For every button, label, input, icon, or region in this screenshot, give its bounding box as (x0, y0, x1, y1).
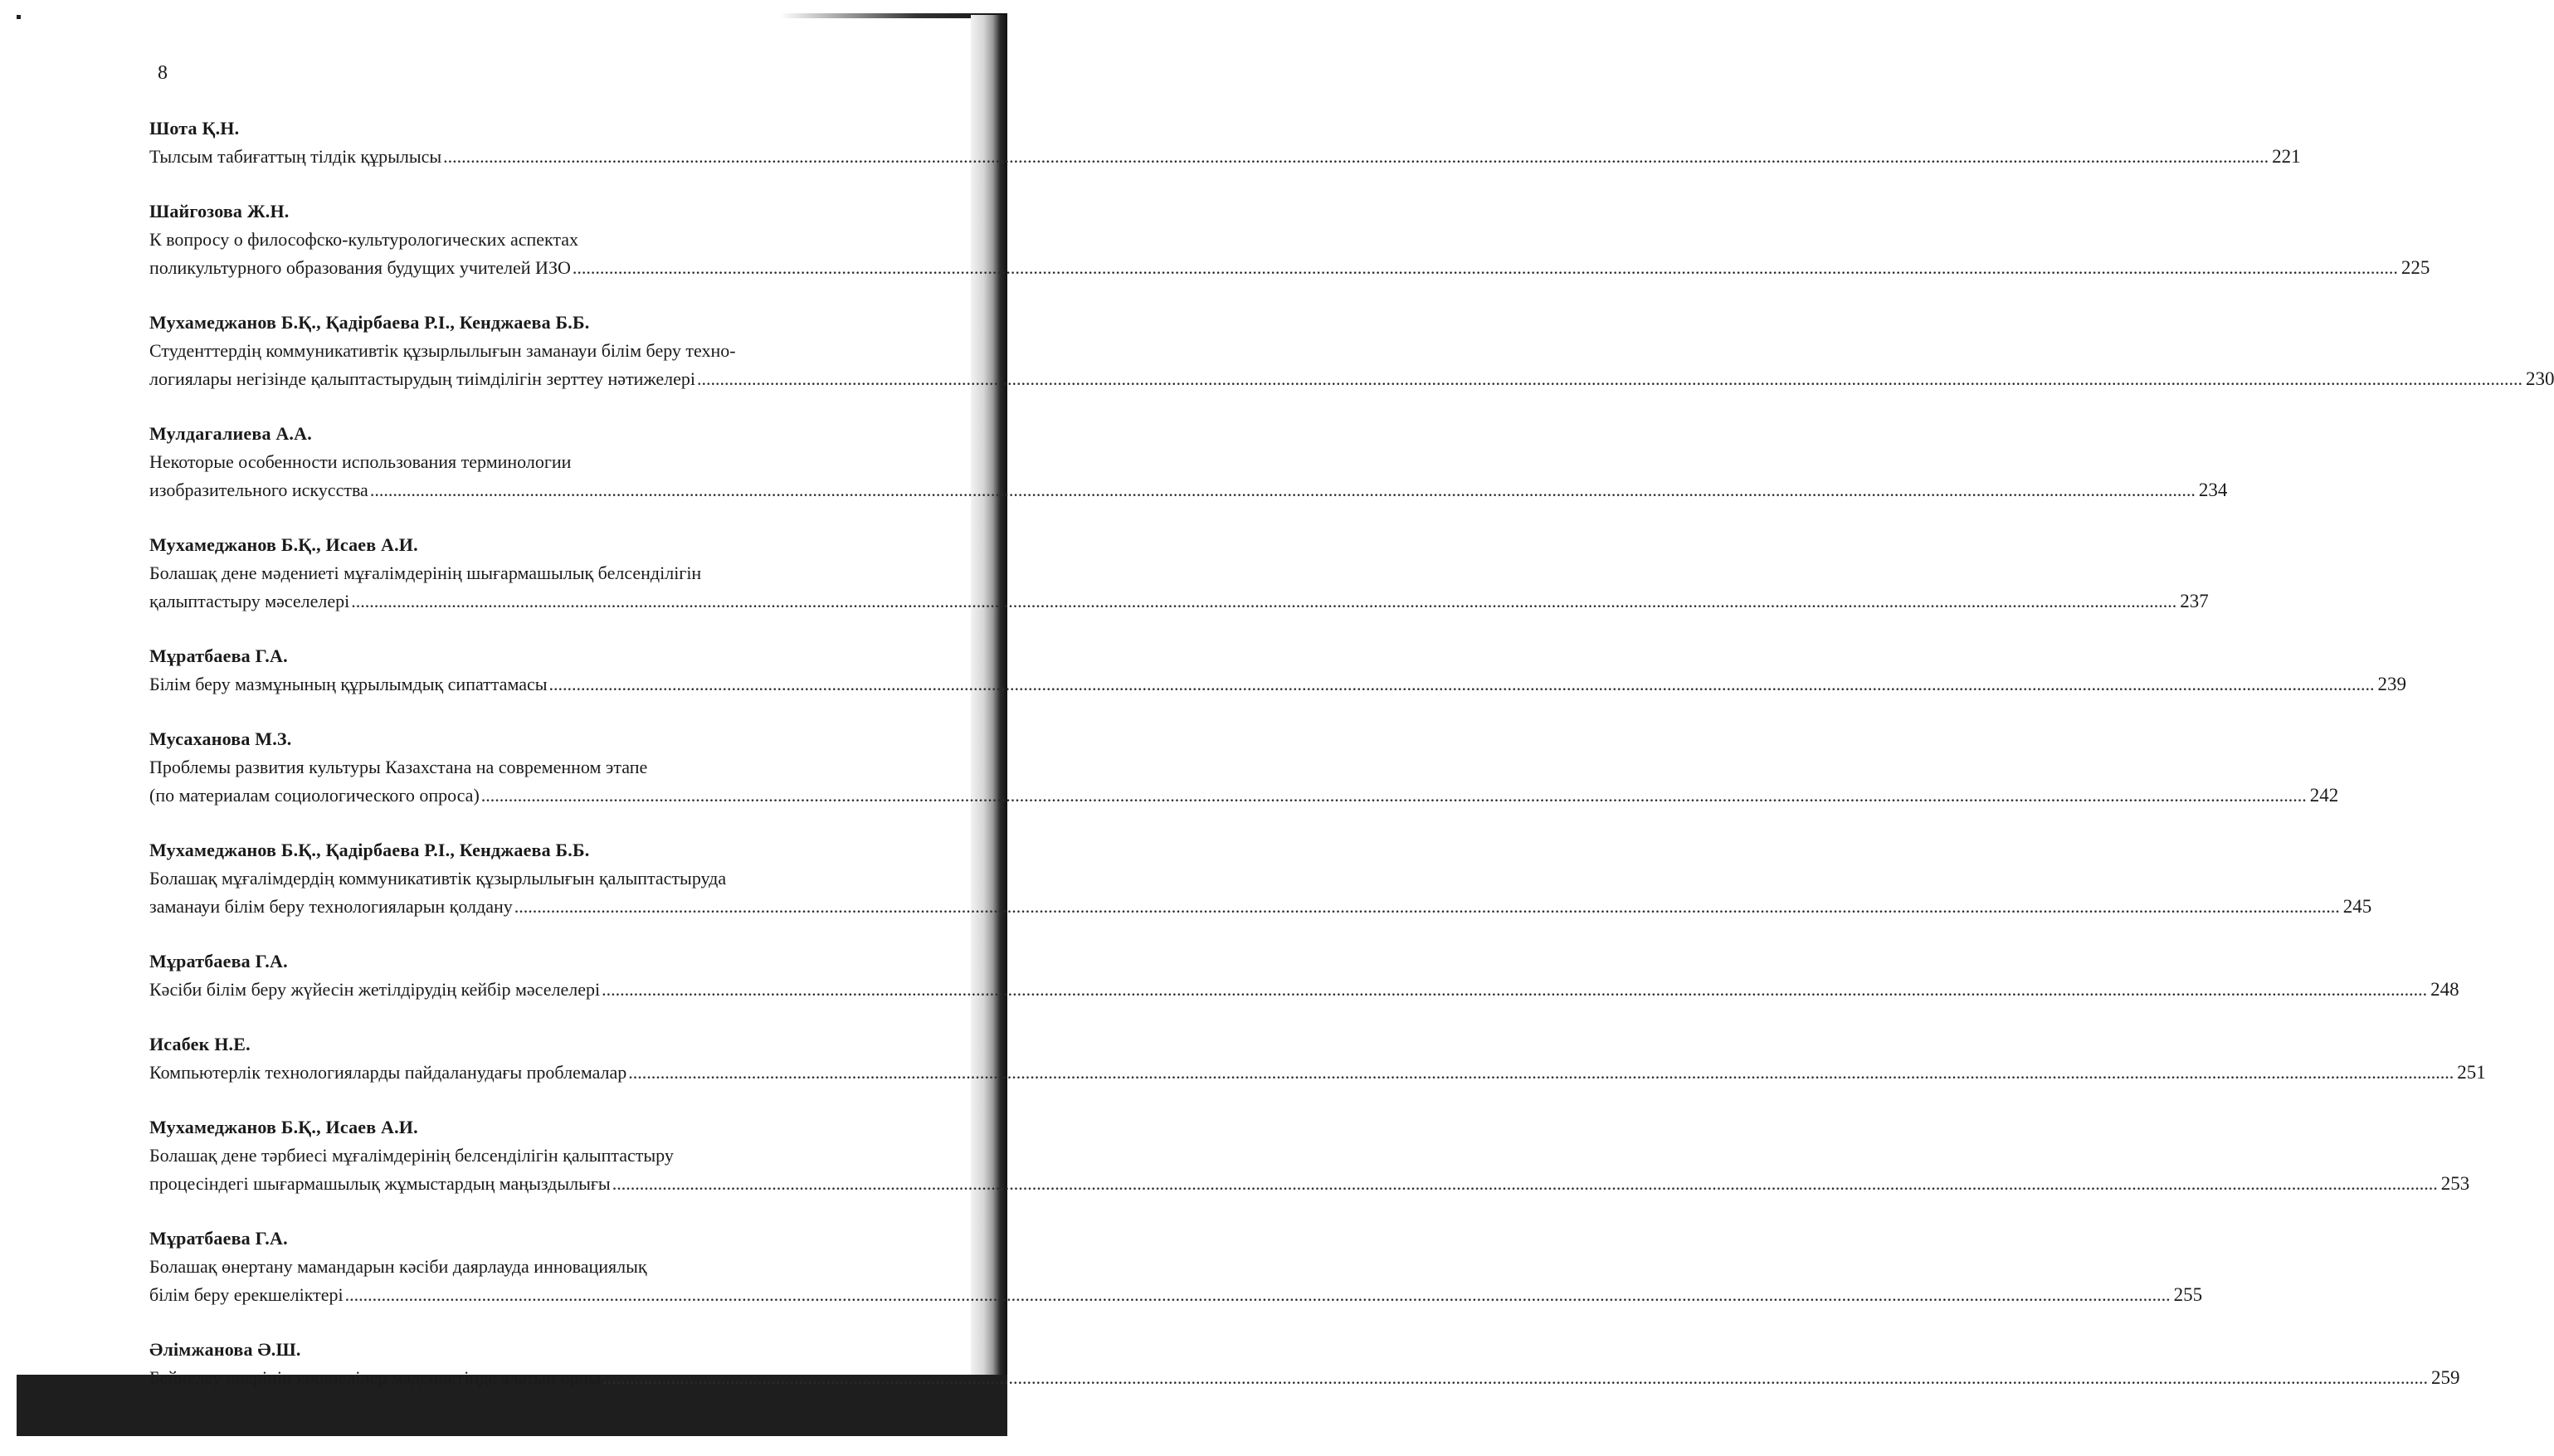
toc-entry-page-number: 225 (2400, 257, 2430, 278)
toc-entry-title-line: Студенттердің коммуникативтік құзырлылығын заманауи білім беру техно- (149, 340, 736, 361)
toc-entry-page-number: 242 (2309, 785, 2339, 806)
toc-entry (149, 1113, 2470, 1198)
toc-entry-author: Шайгозова Ж.Н. (149, 201, 290, 222)
toc-entry-last-line (149, 1364, 2460, 1392)
dot-leader: ................................................................................................................................................................................................................................................................................................................................................................................................................ (369, 480, 2196, 500)
toc-entry (149, 1336, 2460, 1392)
dot-leader: ................................................................................................................................................................................................................................................................................................................................................................................................................ (572, 257, 2398, 278)
toc-entry-title-text: поликультурного образования будущих учителей ИЗО (149, 257, 571, 278)
toc-entry-title-text: (по материалам социологического опроса) (149, 785, 480, 806)
toc-entry-page-number: 239 (2377, 674, 2407, 694)
toc-entry (149, 420, 2228, 504)
dot-leader: ................................................................................................................................................................................................................................................................................................................................................................................................................ (612, 1173, 2438, 1194)
toc-entry (149, 642, 2407, 699)
toc-entry-last-line (149, 143, 2301, 171)
toc-entry-author: Мухамеджанов Б.Қ., Исаев А.И. (149, 534, 418, 555)
dot-leader: ................................................................................................................................................................................................................................................................................................................................................................................................................ (628, 1062, 2454, 1083)
toc-entry-page-number: 259 (2430, 1367, 2460, 1388)
toc-entry-page-number: 234 (2198, 480, 2228, 500)
toc-entry-title-text: Бейнелеу өнерінің көшпелілер мәдениетінде алатын орны (149, 1367, 601, 1388)
toc-entry-title-line: К вопросу о философско-культурологических аспектах (149, 229, 579, 250)
toc-entry-title-text: Білім беру мазмұнының құрылымдық сипаттамасы (149, 674, 548, 694)
toc-entry-last-line (149, 254, 2430, 282)
dot-leader: ................................................................................................................................................................................................................................................................................................................................................................................................................ (480, 785, 2307, 806)
toc-entry-author: Әлімжанова Ә.Ш. (149, 1339, 301, 1360)
toc-entry-page-number: 230 (2525, 368, 2554, 389)
toc-entry-last-line (149, 365, 2554, 393)
toc-entry-title-line: Некоторые особенности использования терминологии (149, 451, 572, 472)
toc-entry (149, 836, 2372, 921)
toc-entry (149, 725, 2339, 810)
toc-entry-title-text: қалыптастыру мәселелері (149, 591, 350, 611)
toc-entry-author: Мұратбаева Г.А. (149, 951, 288, 971)
dot-leader: ................................................................................................................................................................................................................................................................................................................................................................................................................ (602, 979, 2428, 1000)
toc-entry-title-text: Компьютерлік технологияларды пайдаланудағы проблемалар (149, 1062, 627, 1083)
toc-entry (149, 1225, 2203, 1309)
toc-entry-title-line: Болашақ дене тәрбиесі мұғалімдерінің белсенділігін қалыптастыру (149, 1145, 674, 1166)
toc-entry-last-line (149, 1059, 2486, 1087)
toc-entry-last-line (149, 976, 2459, 1004)
toc-entry-author: Мұратбаева Г.А. (149, 645, 288, 666)
dot-leader: ................................................................................................................................................................................................................................................................................................................................................................................................................ (344, 1284, 2171, 1305)
toc-entry-title-text: Кәсіби білім беру жүйесін жетілдірудің кейбір мәселелері (149, 979, 601, 1000)
toc-entry-last-line (149, 782, 2339, 810)
toc-entry (149, 1030, 2486, 1087)
toc-entry-title-line: Проблемы развития культуры Казахстана на современном этапе (149, 757, 648, 777)
toc-entry (149, 309, 2554, 393)
dot-leader: ................................................................................................................................................................................................................................................................................................................................................................................................................ (443, 146, 2269, 167)
toc-entry-last-line (149, 670, 2407, 699)
toc-entry-title-text: логиялары негізінде қалыптастырудың тиімділігін зерттеу нәтижелері (149, 368, 695, 389)
toc-entry-title-text: білім беру ерекшеліктері (149, 1284, 344, 1305)
toc-entry-page-number: 248 (2430, 979, 2459, 1000)
toc-entry-title-text: заманауи білім беру технологияларын қолдану (149, 896, 513, 917)
toc-entry-author: Шота Қ.Н. (149, 118, 240, 139)
table-of-contents (149, 114, 2554, 1419)
toc-entry-page-number: 255 (2173, 1284, 2203, 1305)
dot-leader: ................................................................................................................................................................................................................................................................................................................................................................................................................ (696, 368, 2522, 389)
dot-leader: ................................................................................................................................................................................................................................................................................................................................................................................................................ (548, 674, 2375, 694)
toc-entry-last-line (149, 476, 2228, 504)
toc-entry-page-number: 253 (2440, 1173, 2470, 1194)
toc-entry-last-line (149, 893, 2372, 921)
toc-entry-page-number: 245 (2342, 896, 2372, 917)
toc-entry-author: Мулдагалиева А.А. (149, 423, 312, 444)
dot-leader: ................................................................................................................................................................................................................................................................................................................................................................................................................ (602, 1367, 2428, 1388)
page-number: 8 (158, 62, 168, 84)
toc-entry-title-text: процесіндегі шығармашылық жұмыстардың маңыздылығы (149, 1173, 611, 1194)
scan-artifact-dot (17, 15, 21, 19)
dot-leader: ................................................................................................................................................................................................................................................................................................................................................................................................................ (514, 896, 2340, 917)
toc-entry-title-text: изобразительного искусства (149, 480, 368, 500)
toc-entry-title-line: Болашақ дене мәдениеті мұғалімдерінің шығармашылық белсенділігін (149, 562, 702, 583)
dot-leader: ................................................................................................................................................................................................................................................................................................................................................................................................................ (351, 591, 2177, 611)
toc-entry-author: Мухамеджанов Б.Қ., Қадірбаева Р.І., Кенджаева Б.Б. (149, 840, 590, 860)
toc-entry-title-line: Болашақ мұғалімдердің коммуникативтік құзырлылығын қалыптастыруда (149, 868, 727, 889)
toc-entry-author: Мухамеджанов Б.Қ., Исаев А.И. (149, 1117, 418, 1137)
toc-entry (149, 947, 2459, 1004)
toc-entry-author: Исабек Н.Е. (149, 1034, 251, 1054)
toc-entry (149, 197, 2430, 282)
toc-entry (149, 531, 2209, 616)
toc-entry-author: Мұратбаева Г.А. (149, 1228, 288, 1249)
toc-entry-page-number: 251 (2457, 1062, 2486, 1083)
toc-entry-last-line (149, 1281, 2203, 1309)
toc-entry-title-line: Болашақ өнертану мамандарын кәсіби даярлауда инновациялық (149, 1256, 647, 1277)
toc-entry-last-line (149, 1170, 2470, 1198)
toc-entry-page-number: 221 (2272, 146, 2301, 167)
toc-entry (149, 114, 2301, 171)
toc-entry-author: Мухамеджанов Б.Қ., Қадірбаева Р.І., Кенджаева Б.Б. (149, 312, 590, 333)
toc-entry-last-line (149, 587, 2209, 616)
toc-entry-page-number: 237 (2180, 591, 2209, 611)
toc-entry-title-text: Тылсым табиғаттың тілдік құрылысы (149, 146, 442, 167)
toc-entry-author: Мусаханова М.З. (149, 728, 292, 749)
